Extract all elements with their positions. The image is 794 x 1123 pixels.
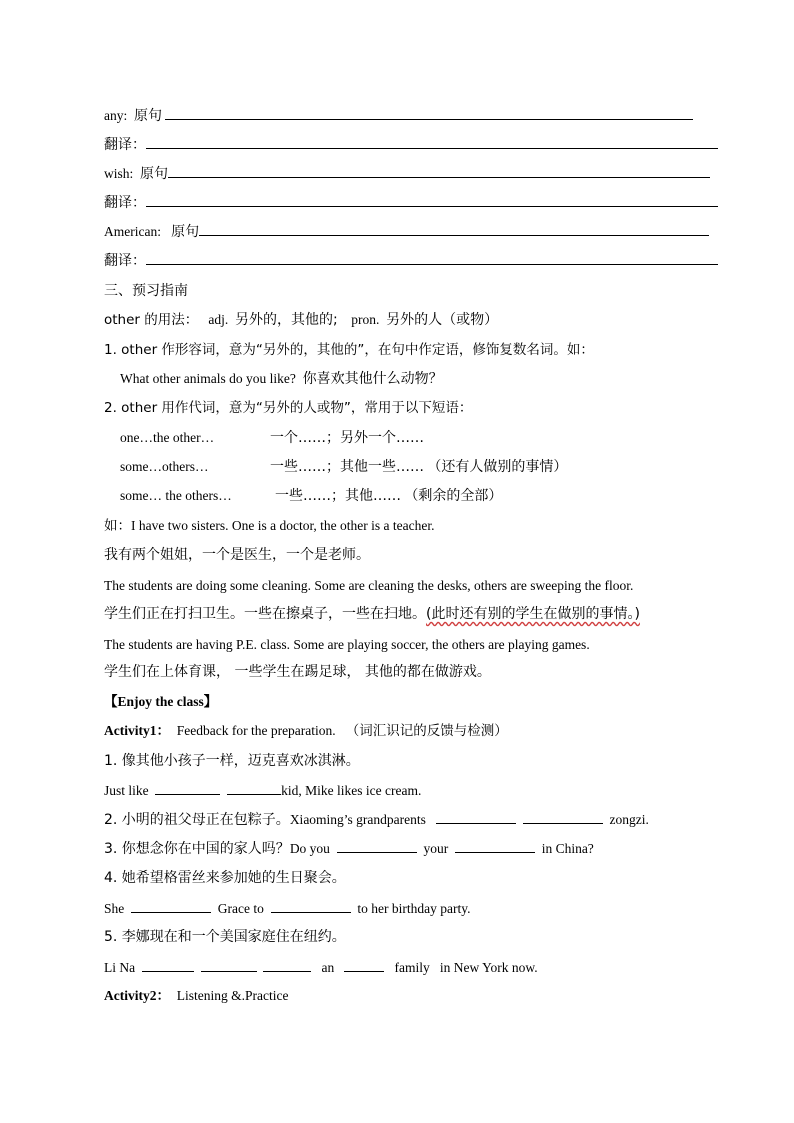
vocab-word: American: — [104, 224, 161, 239]
question-cn: 3. 你想念你在中国的家人吗？ — [104, 841, 290, 857]
activity1-header — [104, 721, 508, 741]
example1-cn: 我有两个姐姐，一个是医生，一个是老师。 — [104, 547, 370, 563]
question-en-mid: kid, Mike likes ice cream. — [281, 783, 422, 798]
phrase-cn: 一个……；另外一个…… — [270, 430, 424, 446]
activity2-subtitle: Listening &.Practice — [176, 988, 289, 1003]
question-en-start: She — [104, 901, 125, 916]
question-en-mid: your — [423, 841, 449, 856]
adj-meaning: 另外的，其他的; — [235, 312, 338, 328]
question-cn: 1. 像其他小孩子一样，迈克喜欢冰淇淋。 — [104, 753, 360, 769]
answer-blank[interactable] — [263, 958, 311, 972]
question-en-start: Li Na — [104, 960, 136, 975]
usage-point-1: 1. other 作形容词，意为“另外的，其他的”，在句中作定语，修饰复数名词。如： — [104, 342, 594, 358]
question-en-mid2: family — [394, 960, 430, 975]
question-en-end: to her birthday party. — [357, 901, 471, 916]
phrase-row — [120, 486, 502, 506]
answer-blank[interactable] — [523, 810, 603, 824]
answer-blank[interactable] — [227, 781, 281, 795]
question-line — [104, 810, 649, 830]
question-en-mid: an — [321, 960, 335, 975]
question-en — [104, 899, 470, 919]
activity2-header — [104, 986, 288, 1006]
question-en-end: in China? — [541, 841, 594, 856]
question-en-start: Just like — [104, 783, 149, 798]
question-en-end: zongzi. — [609, 812, 649, 827]
answer-blank[interactable] — [165, 106, 693, 120]
answer-blank[interactable] — [131, 899, 211, 913]
vocab-label: 原句 — [171, 224, 200, 240]
vocab-label: 翻译： — [104, 195, 146, 211]
answer-blank[interactable] — [146, 193, 718, 207]
answer-blank[interactable] — [455, 839, 535, 853]
pron-meaning: 另外的人（或物） — [386, 312, 499, 328]
vocab-word: wish: — [104, 166, 134, 181]
vocab-line-american — [104, 222, 709, 242]
vocab-line-translation — [104, 251, 718, 271]
question-en-start: Do you — [289, 841, 330, 856]
usage-example-1 — [120, 369, 443, 389]
question-cn: 2. 小明的祖父母正在包粽子。 — [104, 812, 290, 828]
vocab-label: 翻译： — [104, 137, 146, 153]
example2-note: (此时还有别的学生在做别的事情。) — [426, 606, 640, 622]
vocab-label: 原句 — [140, 166, 169, 182]
section-title: 三、预习指南 — [104, 283, 188, 299]
usage-point-2: 2. other 用作代词，意为“另外的人或物”，常用于以下短语： — [104, 400, 473, 416]
phrase-note: （还有人做别的事情） — [427, 459, 568, 475]
phrase-en: some…others… — [120, 459, 209, 474]
answer-blank[interactable] — [201, 958, 257, 972]
example2-cn-line — [104, 604, 640, 624]
question-cn: 5. 李娜现在和一个美国家庭住在纽约。 — [104, 929, 346, 945]
phrase-cn: 一些……；其他一些…… — [270, 459, 424, 475]
phrase-row — [120, 457, 567, 477]
pos-pron: pron. — [351, 312, 380, 327]
answer-blank[interactable] — [337, 839, 417, 853]
question-en-start: Xiaoming’s grandparents — [289, 812, 426, 827]
vocab-label: 翻译： — [104, 253, 146, 269]
phrase-en: one…the other… — [120, 430, 215, 445]
other-usage-intro: other 的用法： — [104, 312, 199, 328]
answer-blank[interactable] — [168, 164, 710, 178]
phrase-en: some… the others… — [120, 488, 232, 503]
vocab-line-translation — [104, 193, 718, 213]
question-cn: 4. 她希望格雷丝来参加她的生日聚会。 — [104, 870, 346, 886]
answer-blank[interactable] — [344, 958, 384, 972]
answer-blank[interactable] — [146, 251, 718, 265]
activity1-title: Activity1： — [104, 723, 170, 738]
answer-blank[interactable] — [199, 222, 709, 236]
vocab-label: 原句 — [134, 108, 162, 124]
vocab-word: any: — [104, 108, 128, 123]
example-cn: 你喜欢其他什么动物？ — [302, 371, 443, 387]
activity1-subtitle: Feedback for the preparation. — [176, 723, 336, 738]
question-en-end: in New York now. — [439, 960, 538, 975]
answer-blank[interactable] — [436, 810, 516, 824]
answer-blank[interactable] — [146, 135, 718, 149]
activity1-note: （词汇识记的反馈与检测） — [345, 723, 508, 739]
example3-cn: 学生们在上体育课， 一些学生在踢足球， 其他的都在做游戏。 — [104, 664, 491, 680]
example2-cn: 学生们正在打扫卫生。一些在擦桌子，一些在扫地。 — [104, 606, 426, 622]
example3-en: The students are having P.E. class. Some are playing soccer, the others are playing games. — [104, 637, 590, 652]
vocab-line-wish — [104, 164, 710, 184]
question-en-mid: Grace to — [217, 901, 264, 916]
question-en — [104, 781, 421, 801]
answer-blank[interactable] — [271, 899, 351, 913]
vocab-line-any — [104, 106, 693, 126]
answer-blank[interactable] — [155, 781, 220, 795]
phrase-cn: 一些……；其他…… — [275, 488, 401, 504]
example1-en: 如：I have two sisters. One is a doctor, the other is a teacher. — [104, 518, 435, 533]
vocab-line-translation — [104, 135, 718, 155]
question-line — [104, 839, 594, 859]
question-en — [104, 958, 538, 978]
example2-en: The students are doing some cleaning. Some are cleaning the desks, others are sweeping the floor. — [104, 578, 634, 593]
pos-adj: adj. — [208, 312, 229, 327]
phrase-row — [120, 428, 424, 448]
enjoy-class-heading: 【Enjoy the class】 — [104, 694, 218, 709]
answer-blank[interactable] — [142, 958, 194, 972]
activity2-title: Activity2： — [104, 988, 170, 1003]
phrase-note: （剩余的全部） — [404, 488, 503, 504]
example-en: What other animals do you like? — [120, 371, 296, 386]
other-usage-line — [104, 310, 498, 330]
